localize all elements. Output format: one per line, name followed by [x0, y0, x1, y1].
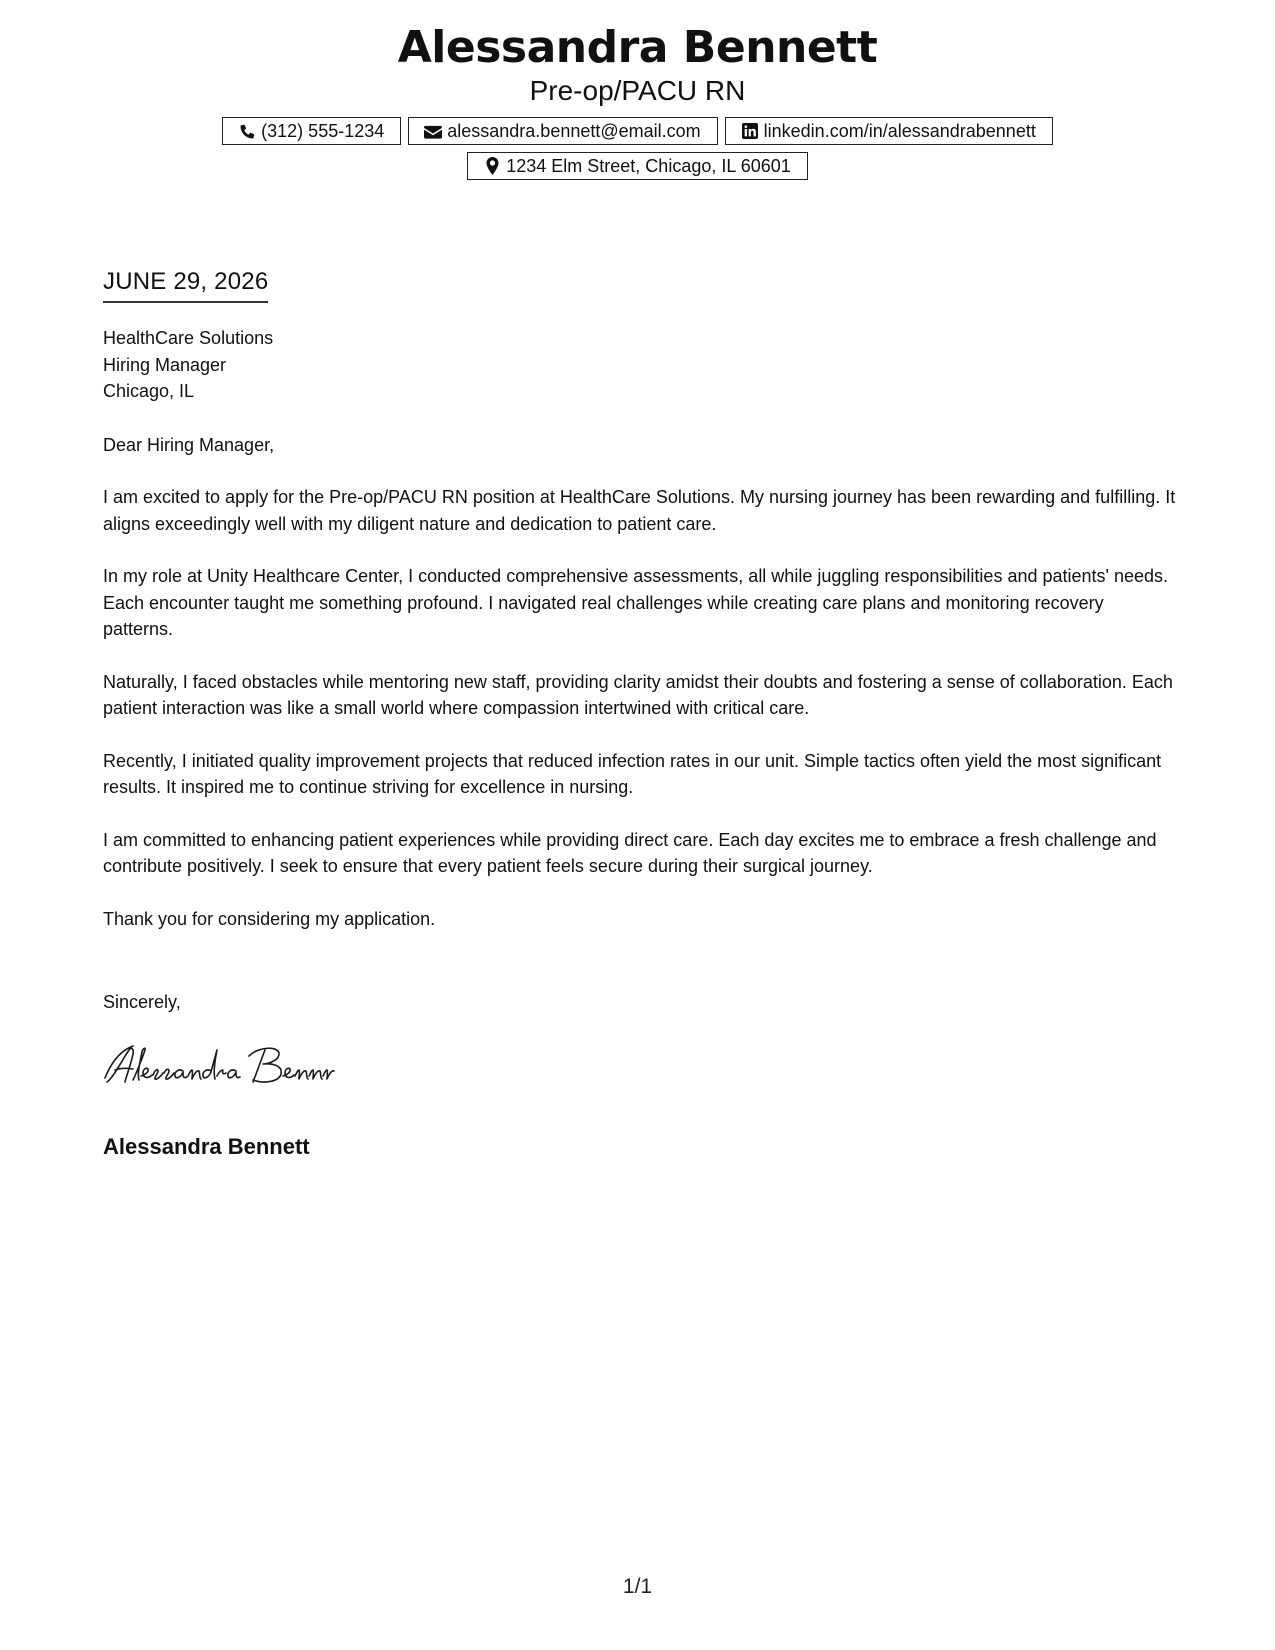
page-number: 1/1 [622, 1575, 653, 1598]
linkedin-text: linkedin.com/in/alessandrabennett [763, 120, 1036, 141]
body-paragraph: I am committed to enhancing patient experiences while providing direct care. Each day excites me to embrace a fresh challenge and contribute positively. I seek to ensure that every patient feels secure during their surgical journey. [103, 829, 1157, 876]
map-marker-icon [482, 157, 502, 175]
body-paragraph: Naturally, I faced obstacles while mentoring new staff, providing clarity amidst their doubts and fostering a sense of collaboration. Each patient interaction was like a small world where compassion intertwined with critical care. [103, 671, 1173, 718]
contact-row-address [0, 152, 1275, 180]
phone-contact[interactable] [222, 117, 401, 145]
body-paragraph: In my role at Unity Healthcare Center, I conducted comprehensive assessments, all while juggling responsibilities and patients' needs. Each encounter taught me something profound. I navigated real challenges while creating care plans and monitoring recovery patterns. [103, 566, 1168, 639]
signer-name: Alessandra Bennett [103, 1134, 310, 1159]
letter-body [103, 484, 1178, 958]
email-contact[interactable] [408, 117, 717, 145]
address-text: 1234 Elm Street, Chicago, IL 60601 [506, 155, 791, 176]
envelope-icon [423, 122, 443, 140]
greeting: Dear Hiring Manager, [103, 435, 275, 455]
closing: Sincerely, [103, 992, 181, 1012]
resume-header [0, 22, 1275, 180]
recipient-block [103, 325, 273, 405]
recipient-location: Chicago, IL [103, 381, 195, 401]
applicant-name: Alessandra Bennett [397, 22, 878, 73]
contact-row [0, 117, 1275, 145]
recipient-company: HealthCare Solutions [103, 328, 274, 348]
recipient-role: Hiring Manager [103, 354, 227, 375]
body-paragraph: I am excited to apply for the Pre-op/PACU RN position at HealthCare Solutions. My nursing journey has been rewarding and fulfilling. It aligns exceedingly well with my diligent nature and dedication to patient care. [103, 487, 1176, 534]
address-contact [467, 152, 808, 180]
body-paragraph: Thank you for considering my application. [103, 908, 436, 929]
body-paragraph: Recently, I initiated quality improvement projects that reduced infection rates in our unit. Simple tactics often yield the most significant results. It inspired me to continue striving for excellence in nursing. [103, 750, 1162, 797]
email-text: alessandra.bennett@email.com [447, 120, 701, 141]
phone-icon [237, 122, 257, 140]
linkedin-contact[interactable] [725, 117, 1053, 145]
letter-date: JUNE 29, 2026 [103, 267, 268, 303]
job-title: Pre-op/PACU RN [529, 75, 746, 106]
linkedin-icon [740, 122, 760, 140]
handwritten-signature [103, 1042, 365, 1090]
phone-text: (312) 555-1234 [261, 120, 385, 141]
